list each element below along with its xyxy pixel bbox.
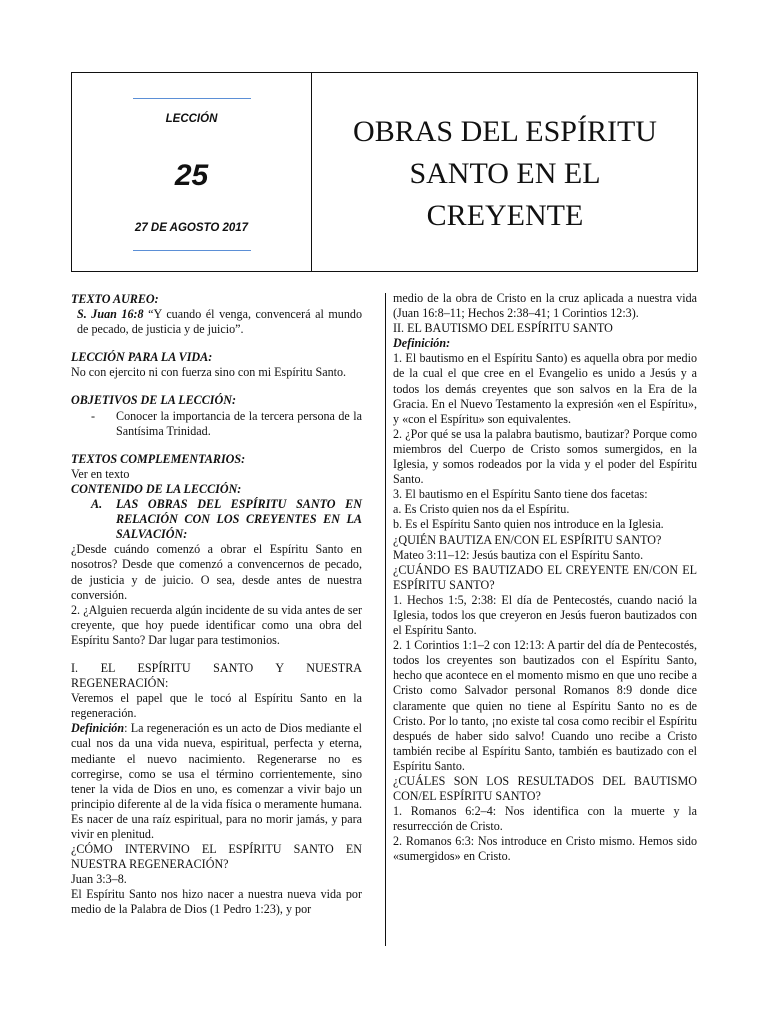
top-rule	[133, 98, 251, 99]
lesson-number: 25	[174, 159, 209, 192]
complementarios-heading: TEXTOS COMPLEMENTARIOS:	[71, 451, 246, 466]
cuando-heading: ¿CUÁNDO ES BAUTIZADO EL CREYENTE EN/CON EL ESPÍRITU SANTO?	[393, 562, 697, 592]
bautismo-point-3a: a. Es Cristo quien nos da el Espíritu.	[393, 502, 570, 517]
complementarios-text: Ver en texto	[71, 466, 130, 481]
left-column	[71, 292, 362, 918]
definition-2-label: Definición:	[393, 336, 451, 351]
continuation-paragraph: medio de la obra de Cristo en la cruz aplicada a nuestra vida (Juan 16:8–11; Hechos 2:38–41; 1 Corintios 12:3).	[393, 291, 697, 321]
question-2: 2. ¿Alguien recuerda algún incidente de su vida antes de ser creyente, que hoy puede identificar como una obra del Espíritu Santo? Dar lugar para testimonios.	[71, 602, 362, 647]
definition-text: : La regeneración es un acto de Dios mediante el cual nos da una vida nueva, espiritual, perfecta y eterna, mediante el nuevo nacimiento. Regenerarse no es corregirse, como se usa el término corrientemente, sino tener la vida de Dios en uno, es comenzar a vivir bajo un principio diferente al de la vida física o meramente humana. Es nacer de una raíz espiritual, para no morir jamás, y para vivir en plenitud.	[71, 721, 362, 841]
lesson-header	[71, 72, 698, 272]
section-1-heading: I. EL ESPÍRITU SANTO Y NUESTRA REGENERACIÓN:	[71, 660, 362, 691]
quien-heading: ¿QUIÉN BAUTIZA EN/CON EL ESPÍRITU SANTO?	[393, 532, 662, 547]
question-1: ¿Desde cuándo comenzó a obrar el Espíritu Santo en nosotros? Desde que comenzó a convencernos de pecado, de justicia y de juicio. O sea, desde antes de nuestra conversión.	[71, 542, 362, 602]
mateo-ref: Mateo 3:11–12: Jesús bautiza con el Espíritu Santo.	[393, 547, 644, 562]
objetivo-text: Conocer la importancia de la tercera persona de la Santísima Trinidad.	[116, 408, 362, 438]
bautismo-point-1: 1. El bautismo en el Espíritu Santo) es aquella obra por medio de la cual el que cree en el Evangelio es unido a Jesús y a todos los demás creyentes que son salvos en la Era de la Gracia. En el Nuevo Testamento la expresión «en el Espíritu», y «con el Espíritu» son equivalentes.	[393, 351, 697, 426]
title-line-1: OBRAS DEL ESPÍRITU	[353, 115, 657, 148]
lesson-info-box	[72, 73, 312, 271]
leccion-vida-heading: LECCIÓN PARA LA VIDA:	[71, 350, 213, 365]
texto-aureo-paragraph	[71, 307, 362, 337]
page-title	[320, 111, 690, 237]
right-column	[393, 291, 697, 865]
cuales-heading: ¿CUÁLES SON LOS RESULTADOS DEL BAUTISMO CON/EL ESPÍRITU SANTO?	[393, 774, 697, 804]
bottom-rule	[133, 250, 251, 251]
texto-aureo-text: “Y cuando él venga, convencerá al mundo de pecado, de justicia y de juicio”.	[77, 307, 362, 337]
resultado-2: 2. Romanos 6:3: Nos introduce en Cristo mismo. Hemos sido «sumergidos» en Cristo.	[393, 834, 697, 864]
column-divider	[385, 293, 386, 946]
section-a-title: LAS OBRAS DEL ESPÍRITU SANTO EN RELACIÓN CON LOS CREYENTES EN LA SALVACIÓN:	[116, 497, 362, 542]
title-line-3: CREYENTE	[426, 199, 584, 232]
lesson-date: 27 DE AGOSTO 2017	[134, 222, 249, 234]
cuando-point-2: 2. 1 Corintios 1:1–2 con 12:13: A partir del día de Pentecostés, todos los creyentes son bautizados con el Espíritu Santo, hecho que acontece en el momento mismo en que uno recibe a Cristo como Salvador personal Romanos 8:9 donde dice claramente que quien no tiene al Espíritu Santo no es de Cristo. Por lo tanto, ¡no existe tal cosa como recibir el Espíritu después de haber sido salvo! Cuando uno recibe a Cristo también recibe al Espíritu Santo, también es bautizado con el Espíritu Santo.	[393, 638, 697, 773]
lesson-label: LECCIÓN	[165, 113, 218, 125]
section-a-heading	[71, 497, 362, 542]
como-heading: ¿CÓMO INTERVINO EL ESPÍRITU SANTO EN NUESTRA REGENERACIÓN?	[71, 842, 362, 872]
resultado-1: 1. Romanos 6:2–4: Nos identifica con la muerte y la resurrección de Cristo.	[393, 804, 697, 834]
objetivos-heading: OBJETIVOS DE LA LECCIÓN:	[71, 393, 236, 408]
section-2-heading: II. EL BAUTISMO DEL ESPÍRITU SANTO	[393, 321, 613, 336]
bautismo-point-3b: b. Es el Espíritu Santo quien nos introduce en la Iglesia.	[393, 517, 664, 532]
section-a-marker: A.	[91, 497, 103, 512]
left-last-paragraph: El Espíritu Santo nos hizo nacer a nuestra nueva vida por medio de la Palabra de Dios (1 Pedro 1:23), y por	[71, 887, 362, 917]
definition-paragraph	[71, 721, 362, 842]
objetivo-marker: -	[91, 408, 96, 423]
leccion-vida-text: No con ejercito ni con fuerza sino con mi Espíritu Santo.	[71, 365, 347, 380]
objetivo-item	[71, 409, 362, 439]
section-1-intro: Veremos el papel que le tocó al Espíritu Santo en la regeneración.	[71, 691, 362, 721]
juan-ref: Juan 3:3–8.	[71, 872, 127, 887]
bautismo-point-3: 3. El bautismo en el Espíritu Santo tiene dos facetas:	[393, 487, 648, 502]
contenido-heading: CONTENIDO DE LA LECCIÓN:	[71, 481, 242, 496]
texto-aureo-ref: S. Juan 16:8	[77, 307, 144, 322]
cuando-point-1: 1. Hechos 1:5, 2:38: El día de Pentecostés, cuando nació la Iglesia, todos los que creyeron en Jesús fueron bautizados con el Espíritu Santo.	[393, 592, 697, 638]
bautismo-point-2: 2. ¿Por qué se usa la palabra bautismo, bautizar? Porque como miembros del Cuerpo de Cristo somos sumergidos, en la Iglesia, y somos rodeados por la vida y el poder del Espíritu Santo.	[393, 426, 697, 487]
definition-label: Definición	[71, 721, 125, 736]
title-line-2: SANTO EN EL	[409, 157, 601, 190]
texto-aureo-heading: TEXTO AUREO:	[71, 292, 159, 306]
